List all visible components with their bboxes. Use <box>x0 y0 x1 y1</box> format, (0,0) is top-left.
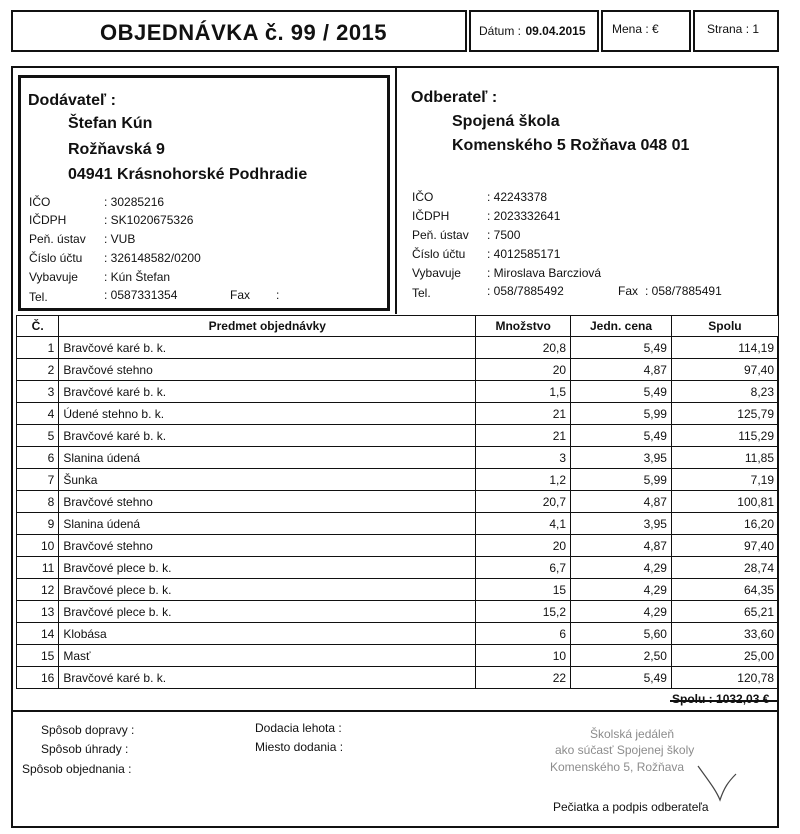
row-quantity: 1,2 <box>476 469 571 491</box>
order-items-table <box>16 315 779 689</box>
row-total: 28,74 <box>671 557 778 579</box>
date-value: 09.04.2015 <box>525 24 586 38</box>
table-row <box>17 557 779 579</box>
supplier-ico-value: : 30285216 <box>104 195 165 209</box>
customer-tel-value: : 058/7885492 <box>487 284 564 298</box>
customer-heading: Odberateľ : <box>411 89 498 106</box>
row-unit-price: 5,49 <box>571 425 672 447</box>
supplier-contact-value: : Kún Štefan <box>104 270 171 284</box>
row-unit-price: 4,87 <box>571 491 672 513</box>
table-row <box>17 667 779 689</box>
row-item: Bravčové plece b. k. <box>59 557 476 579</box>
row-quantity: 21 <box>476 403 571 425</box>
row-item: Bravčové karé b. k. <box>59 667 476 689</box>
customer-account-value: : 4012585171 <box>487 247 561 261</box>
row-number: 16 <box>17 667 59 689</box>
row-number: 10 <box>17 535 59 557</box>
row-unit-price: 3,95 <box>571 513 672 535</box>
customer-bank-label: Peň. ústav <box>412 228 469 242</box>
customer-address: Komenského 5 Rožňava 048 01 <box>452 137 690 154</box>
row-number: 8 <box>17 491 59 513</box>
row-quantity: 15,2 <box>476 601 571 623</box>
stamp-line-3: Komenského 5, Rožňava <box>550 760 685 774</box>
customer-account-label: Číslo účtu <box>412 247 466 261</box>
row-quantity: 20 <box>476 535 571 557</box>
table-row <box>17 513 779 535</box>
table-row <box>17 535 779 557</box>
row-item: Klobása <box>59 623 476 645</box>
row-total: 25,00 <box>671 645 778 667</box>
row-number: 13 <box>17 601 59 623</box>
row-total: 97,40 <box>671 359 778 381</box>
row-number: 12 <box>17 579 59 601</box>
row-quantity: 15 <box>476 579 571 601</box>
supplier-city: 04941 Krásnohorské Podhradie <box>68 166 308 183</box>
customer-fax-value: : 058/7885491 <box>645 284 722 298</box>
row-unit-price: 4,87 <box>571 359 672 381</box>
row-quantity: 6 <box>476 623 571 645</box>
row-item: Slanina údená <box>59 513 476 535</box>
table-row <box>17 425 779 447</box>
row-total: 11,85 <box>671 447 778 469</box>
row-number: 2 <box>17 359 59 381</box>
sum-row <box>672 692 769 706</box>
customer-icdph-value: : 2023332641 <box>487 209 561 223</box>
row-number: 11 <box>17 557 59 579</box>
col-header-item: Predmet objednávky <box>59 316 476 337</box>
row-item: Bravčové plece b. k. <box>59 601 476 623</box>
table-row <box>17 381 779 403</box>
footer-separator <box>11 710 779 712</box>
transport-method-label: Spôsob dopravy : <box>41 723 135 737</box>
row-unit-price: 4,87 <box>571 535 672 557</box>
table-row <box>17 359 779 381</box>
supplier-tel-value: : 0587331354 <box>104 288 178 302</box>
supplier-fax-label: Fax <box>230 288 251 302</box>
row-total: 65,21 <box>671 601 778 623</box>
stamp-line-2: ako súčasť Spojenej školy <box>555 743 695 757</box>
row-number: 7 <box>17 469 59 491</box>
page-number: Strana : 1 <box>707 22 760 36</box>
row-unit-price: 5,49 <box>571 337 672 359</box>
delivery-place-label: Miesto dodania : <box>255 740 344 754</box>
supplier-fax-value: : <box>276 288 280 302</box>
row-unit-price: 5,60 <box>571 623 672 645</box>
sum-label: Spolu : <box>672 692 713 706</box>
supplier-icdph-value: : SK1020675326 <box>104 213 194 227</box>
row-total: 7,19 <box>671 469 778 491</box>
row-item: Údené stehno b. k. <box>59 403 476 425</box>
supplier-bank-label: Peň. ústav <box>29 232 86 246</box>
table-row <box>17 469 779 491</box>
table-row <box>17 337 779 359</box>
customer-name: Spojená škola <box>452 113 560 130</box>
customer-ico-value: : 42243378 <box>487 190 548 204</box>
table-header-row <box>17 316 779 337</box>
sum-value: 1032,03 € <box>716 692 770 706</box>
row-quantity: 4,1 <box>476 513 571 535</box>
customer-contact-value: : Miroslava Barcziová <box>487 266 602 280</box>
row-unit-price: 3,95 <box>571 447 672 469</box>
payment-method-label: Spôsob úhrady : <box>41 742 129 756</box>
col-header-total: Spolu <box>671 316 778 337</box>
row-number: 3 <box>17 381 59 403</box>
table-row <box>17 645 779 667</box>
date-field <box>479 22 586 40</box>
order-method-label: Spôsob objednania : <box>22 762 132 776</box>
supplier-bank-value: : VUB <box>104 232 136 246</box>
row-number: 4 <box>17 403 59 425</box>
row-unit-price: 4,29 <box>571 557 672 579</box>
table-row <box>17 491 779 513</box>
col-header-number: Č. <box>17 316 59 337</box>
row-quantity: 20,8 <box>476 337 571 359</box>
row-item: Bravčové karé b. k. <box>59 381 476 403</box>
row-item: Bravčové plece b. k. <box>59 579 476 601</box>
delivery-term-label: Dodacia lehota : <box>255 721 342 735</box>
table-row <box>17 447 779 469</box>
row-total: 16,20 <box>671 513 778 535</box>
row-total: 114,19 <box>671 337 778 359</box>
customer-tel-label: Tel. <box>412 286 431 300</box>
customer-bank-value: : 7500 <box>487 228 521 242</box>
row-unit-price: 5,99 <box>571 403 672 425</box>
supplier-account-value: : 326148582/0200 <box>104 251 201 265</box>
table-row <box>17 623 779 645</box>
row-total: 64,35 <box>671 579 778 601</box>
customer-icdph-label: IČDPH <box>412 209 450 223</box>
row-unit-price: 2,50 <box>571 645 672 667</box>
supplier-heading: Dodávateľ : <box>28 92 116 109</box>
row-unit-price: 5,49 <box>571 667 672 689</box>
row-total: 120,78 <box>671 667 778 689</box>
document-title: OBJEDNÁVKA č. 99 / 2015 <box>100 20 388 45</box>
row-number: 14 <box>17 623 59 645</box>
row-item: Slanina údená <box>59 447 476 469</box>
supplier-contact-label: Vybavuje <box>29 270 78 284</box>
row-total: 8,23 <box>671 381 778 403</box>
row-item: Bravčové karé b. k. <box>59 425 476 447</box>
table-row <box>17 579 779 601</box>
row-unit-price: 5,99 <box>571 469 672 491</box>
row-quantity: 20 <box>476 359 571 381</box>
supplier-ico-label: IČO <box>29 195 51 209</box>
table-body <box>17 337 779 689</box>
col-header-unit-price: Jedn. cena <box>571 316 672 337</box>
row-item: Bravčové stehno <box>59 535 476 557</box>
supplier-street: Rožňavská 9 <box>68 141 165 158</box>
supplier-name: Štefan Kún <box>68 115 153 132</box>
customer-separator <box>395 66 397 314</box>
row-number: 9 <box>17 513 59 535</box>
row-total: 33,60 <box>671 623 778 645</box>
row-quantity: 10 <box>476 645 571 667</box>
row-total: 100,81 <box>671 491 778 513</box>
row-item: Bravčové stehno <box>59 359 476 381</box>
stamp-line-1: Školská jedáleň <box>590 727 675 741</box>
table-row <box>17 403 779 425</box>
row-number: 15 <box>17 645 59 667</box>
row-item: Bravčové stehno <box>59 491 476 513</box>
date-label: Dátum : <box>479 24 522 38</box>
currency-field: Mena : € <box>612 22 659 36</box>
row-item: Šunka <box>59 469 476 491</box>
row-quantity: 21 <box>476 425 571 447</box>
row-number: 5 <box>17 425 59 447</box>
row-unit-price: 5,49 <box>571 381 672 403</box>
row-total: 125,79 <box>671 403 778 425</box>
row-unit-price: 4,29 <box>571 579 672 601</box>
row-quantity: 1,5 <box>476 381 571 403</box>
row-quantity: 22 <box>476 667 571 689</box>
row-total: 115,29 <box>671 425 778 447</box>
supplier-account-label: Číslo účtu <box>29 251 83 265</box>
row-number: 6 <box>17 447 59 469</box>
customer-fax-label: Fax <box>618 284 639 298</box>
table-row <box>17 601 779 623</box>
customer-ico-label: IČO <box>412 190 434 204</box>
row-unit-price: 4,29 <box>571 601 672 623</box>
customer-contact-label: Vybavuje <box>412 266 461 280</box>
row-number: 1 <box>17 337 59 359</box>
row-item: Bravčové karé b. k. <box>59 337 476 359</box>
row-quantity: 3 <box>476 447 571 469</box>
signature-label: Pečiatka a podpis odberateľa <box>553 800 709 814</box>
row-quantity: 20,7 <box>476 491 571 513</box>
row-item: Masť <box>59 645 476 667</box>
row-total: 97,40 <box>671 535 778 557</box>
supplier-icdph-label: IČDPH <box>29 213 67 227</box>
col-header-quantity: Množstvo <box>476 316 571 337</box>
row-quantity: 6,7 <box>476 557 571 579</box>
supplier-tel-label: Tel. <box>29 290 48 304</box>
